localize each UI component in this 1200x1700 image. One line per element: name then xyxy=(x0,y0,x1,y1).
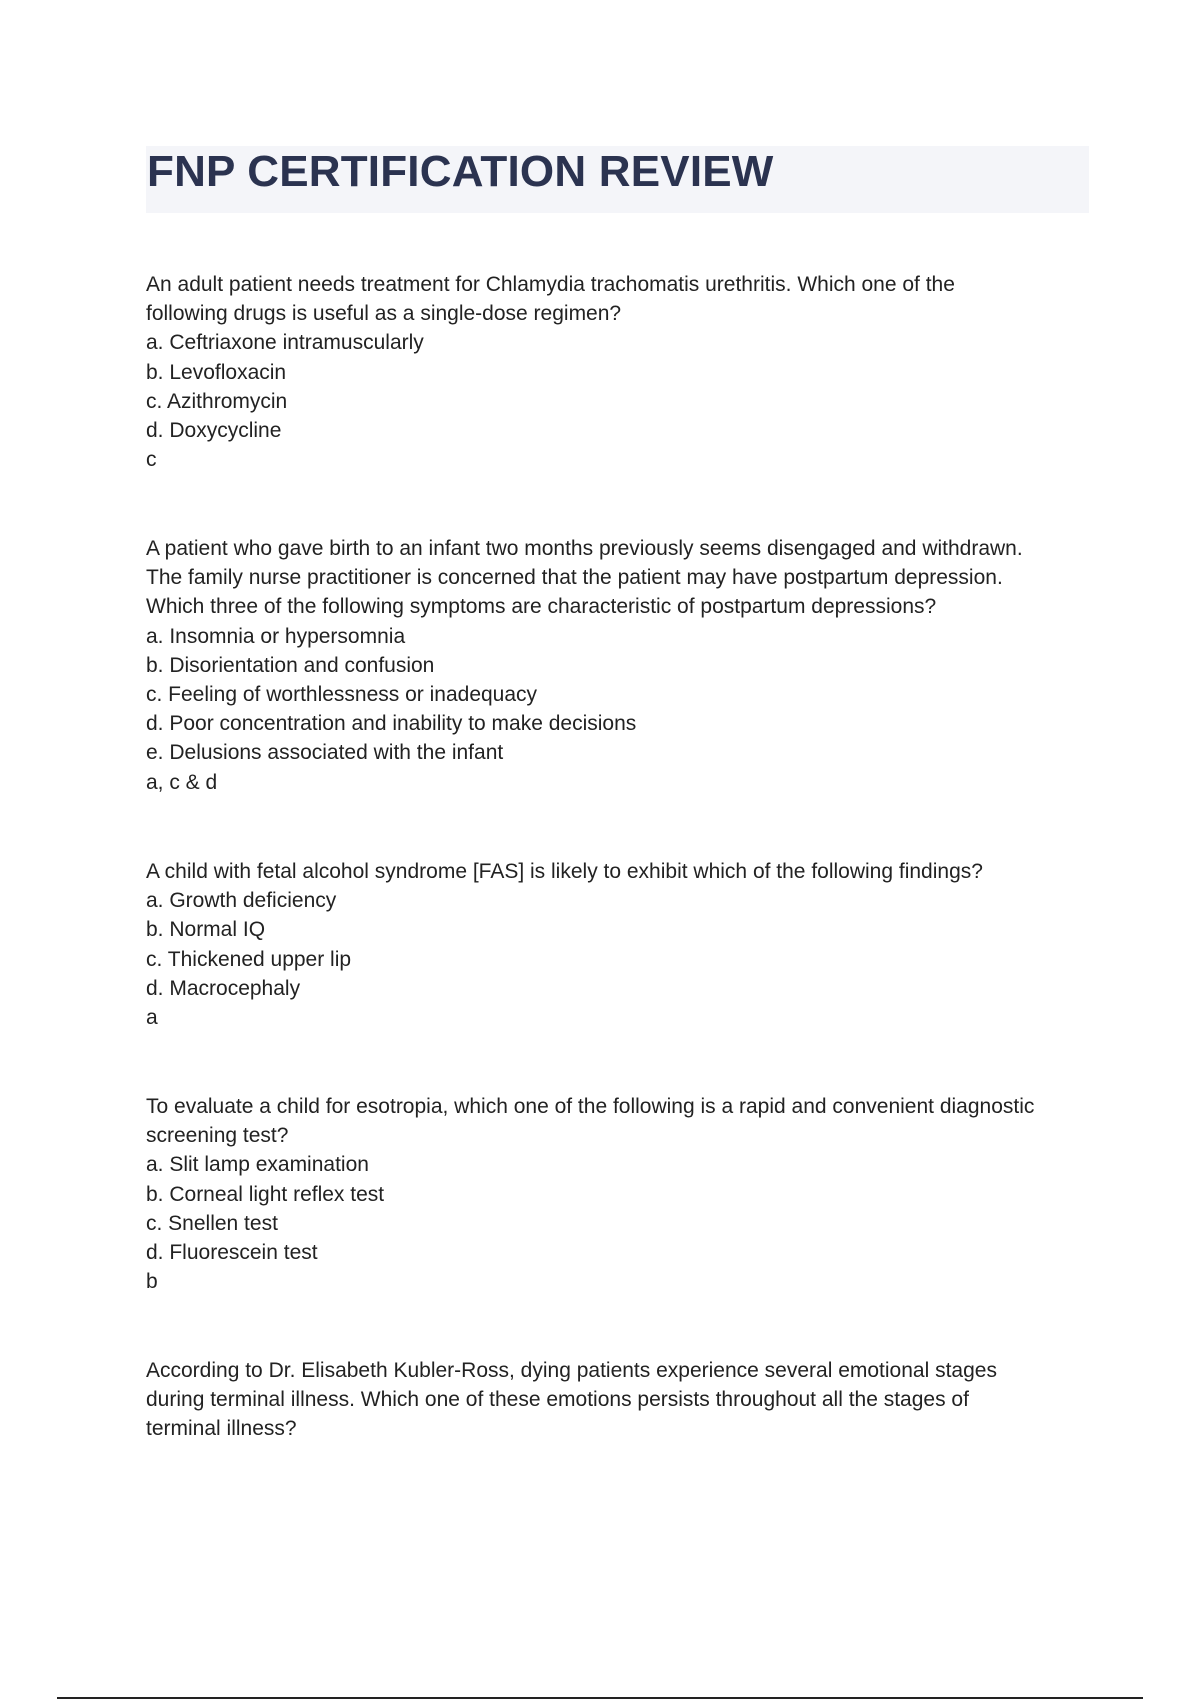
correct-answer: a, c & d xyxy=(146,770,218,794)
correct-answer: a xyxy=(146,1006,158,1030)
answer-option: b. Corneal light reflex test xyxy=(146,1182,385,1206)
answer-option: b. Levofloxacin xyxy=(146,360,287,384)
answer-option: b. Normal IQ xyxy=(146,918,266,942)
answer-option: b. Disorientation and confusion xyxy=(146,653,435,677)
answer-option: d. Doxycycline xyxy=(146,419,282,443)
question-text: The family nurse practitioner is concerned that the patient may have postpartum depression. xyxy=(146,566,1003,590)
question-text: A patient who gave birth to an infant two months previously seems disengaged and withdrawn. xyxy=(146,537,1023,560)
correct-answer: c xyxy=(146,448,157,472)
correct-answer: b xyxy=(146,1270,158,1294)
question-block xyxy=(146,534,1096,797)
answer-option: a. Ceftriaxone intramuscularly xyxy=(146,331,424,355)
page-bottom-rule xyxy=(57,1697,1143,1699)
question-block xyxy=(146,270,1096,474)
question-text: An adult patient needs treatment for Chlamydia trachomatis urethritis. Which one of the xyxy=(146,273,955,296)
answer-option: c. Snellen test xyxy=(146,1211,278,1235)
answer-option: d. Fluorescein test xyxy=(146,1241,318,1265)
question-block xyxy=(146,1356,1096,1444)
question-text: According to Dr. Elisabeth Kubler-Ross, dying patients experience several emotional stages xyxy=(146,1359,997,1382)
question-text: A child with fetal alcohol syndrome [FAS] is likely to exhibit which of the following findings? xyxy=(146,860,983,883)
answer-option: a. Slit lamp examination xyxy=(146,1153,369,1177)
page-title: FNP CERTIFICATION REVIEW xyxy=(147,147,774,196)
answer-option: c. Azithromycin xyxy=(146,389,288,413)
answer-option: a. Growth deficiency xyxy=(146,889,337,913)
answer-option: d. Poor concentration and inability to make decisions xyxy=(146,712,637,736)
question-text: screening test? xyxy=(146,1124,289,1148)
question-text: Which three of the following symptoms are characteristic of postpartum depressions? xyxy=(146,595,937,619)
answer-option: c. Thickened upper lip xyxy=(146,947,352,971)
question-text: during terminal illness. Which one of these emotions persists throughout all the stages of xyxy=(146,1388,969,1412)
question-text: following drugs is useful as a single-dose regimen? xyxy=(146,302,622,326)
answer-option: d. Macrocephaly xyxy=(146,976,301,1000)
question-block xyxy=(146,1092,1096,1296)
question-block xyxy=(146,857,1096,1032)
question-text: terminal illness? xyxy=(146,1417,297,1441)
question-text: To evaluate a child for esotropia, which one of the following is a rapid and convenient diagnostic xyxy=(146,1095,1035,1118)
answer-option: e. Delusions associated with the infant xyxy=(146,741,504,765)
answer-option: c. Feeling of worthlessness or inadequacy xyxy=(146,683,538,707)
answer-option: a. Insomnia or hypersomnia xyxy=(146,624,406,648)
